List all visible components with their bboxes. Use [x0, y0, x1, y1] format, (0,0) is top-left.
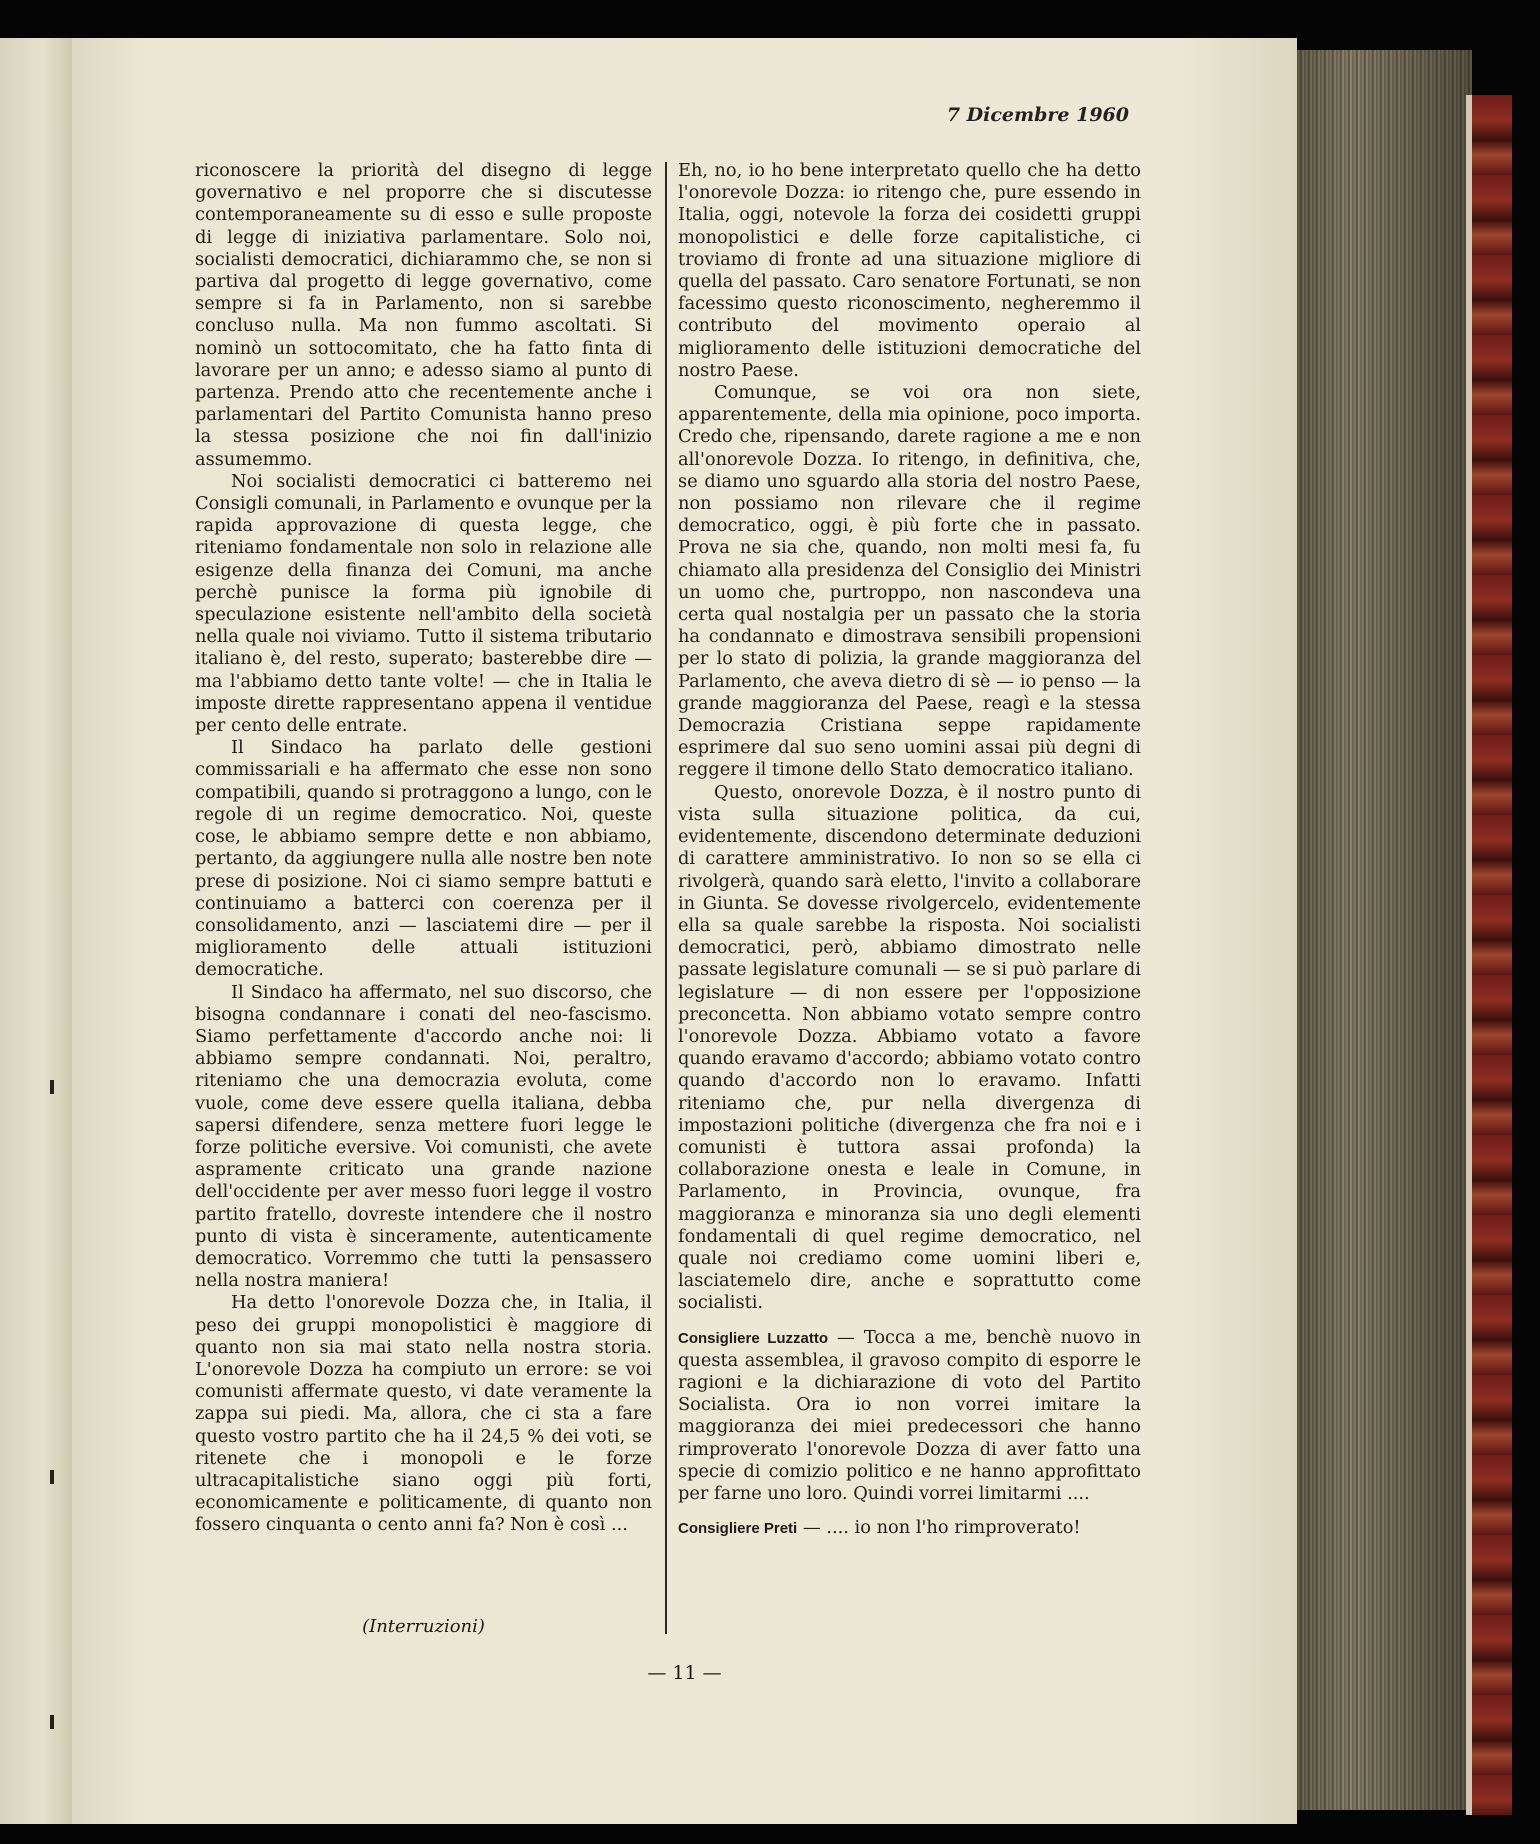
page-number: — 11 —	[647, 1662, 722, 1684]
paragraph-text: riconoscere la priorità del disegno di legge governativo e nel proporre che si discutesse contemporaneamente su di esso e sulle proposte di legge di iniziativa parlamentare. Solo noi, socialisti democratici, dichiarammo che, se non si partiva dal progetto di legge governativo, come sempre si fa in Parlamento, non si sarebbe concluso nulla. Ma non fummo ascoltati. Si nominò un sottocomitato, che ha fatto finta di lavorare per un anno; e adesso siamo al punto di partenza. Prendo atto che recentemente anche i parlamentari del Partito Comunista hanno preso la stessa posizione che noi fin dall'inizio assumemmo.	[195, 160, 652, 470]
left-paragraph	[195, 982, 652, 1293]
right-column	[678, 160, 1141, 1540]
paragraph-text: Noi socialisti democratici ci batteremo nei Consigli comunali, in Parlamento e ovunque per la rapida approvazione di questa legge, che riteniamo fondamentale non solo in relazione alle esigenze della finanza dei Comuni, ma anche perchè punisce la forma più ignobile di speculazione esistente nell'ambito della società nella quale noi viviamo. Tutto il sistema tributario italiano è, del resto, superato; basterebbe dire — ma l'abbiamo detto tante volte! — che in Italia le imposte dirette rappresentano appena il ventidue per cento delle entrate.	[195, 470, 652, 737]
speaker-name: Consigliere Preti	[678, 1520, 798, 1538]
right-paragraph	[678, 382, 1141, 782]
page-stack-edge	[1297, 50, 1472, 1810]
speaker-name: Consigliere Luzzatto	[678, 1329, 829, 1347]
left-paragraph	[195, 737, 652, 981]
stage-direction	[195, 1616, 652, 1637]
paragraph-text: — Tocca a me, benchè nuovo in questa assemblea, il gravoso compito di esporre le ragioni e la dichiarazione di voto del Partito Socialista. Ora io non vorrei imitare la maggioranza dei miei predecessori che hanno rimproverato l'onorevole Dozza di aver fatto una specie di comizio politico e ne hanno approfittato per farne uno loro. Quindi vorrei limitarmi ....	[678, 1326, 1141, 1504]
right-paragraph	[678, 1517, 1141, 1540]
paragraph-text: — .... io non l'ho rimproverato!	[802, 1517, 1081, 1539]
paragraph-text: Comunque, se voi ora non siete, apparentemente, della mia opinione, poco importa. Credo che, ripensando, darete ragione a me e non all'onorevole Dozza. Io ritengo, in definitiva, che, se diamo uno sguardo alla storia del nostro Paese, non possiamo non rilevare che il regime democratico, oggi, è più forte che in passato. Prova ne sia che, quando, non molti mesi fa, fu chiamato alla presidenza del Consiglio dei Ministri un uomo che, purtroppo, non nascondeva una certa qual nostalgia per un passato che la storia ha condannato e dimostrava sensibili propensioni per lo stato di polizia, la grande maggioranza del Parlamento, che aveva dietro di sè — io penso — la grande maggioranza del Paese, reagì e la stessa Democrazia Cristiana seppe rapidamente esprimere dal suo seno uomini assai più degni di reggere il timone dello Stato democratico italiano.	[678, 382, 1141, 781]
paragraph-text: Ha detto l'onorevole Dozza che, in Italia, il peso dei gruppi monopolistici è maggiore di quanto non sia mai stato nella nostra storia. L'onorevole Dozza ha compiuto un errore: se voi comunisti affermate questo, vi date veramente la zappa sui piedi. Ma, allora, che ci sta a fare questo vostro partito che ha il 24,5 % dei voti, se ritenete che i monopoli e le forze ultracapitalistiche siano oggi più forti, economicamente e politicamente, di quanto non fossero cinquanta o cento anni fa? Non è così ...	[195, 1292, 652, 1536]
margin-mark	[50, 1715, 54, 1729]
left-paragraph	[195, 471, 652, 737]
left-paragraph	[195, 160, 652, 471]
paragraph-text: Il Sindaco ha affermato, nel suo discorso, che bisogna condannare i conati del neo-fascismo. Siamo perfettamente d'accordo anche noi: li abbiamo sempre condannati. Noi, peraltro, riteniamo che una democrazia evoluta, come vuole, come deve essere quella italiana, debba sapersi difendere, senza mettere fuori legge le forze politiche eversive. Voi comunisti, che avete aspramente criticato una grande nazione dell'occidente per aver messo fuori legge il vostro partito fratello, dovreste intendere che il nostro punto di vista è sinceramente, autenticamente democratico. Vorremmo che tutti la pensassero nella nostra maniera!	[195, 981, 652, 1292]
left-paragraph	[195, 1292, 652, 1536]
left-column	[195, 160, 652, 1537]
margin-mark	[50, 1080, 54, 1094]
paragraph-text: Eh, no, io ho bene interpretato quello che ha detto l'onorevole Dozza: io ritengo che, pure essendo in Italia, oggi, notevole la forza dei cosidetti gruppi monopolistici e delle forze capitalistiche, ci troviamo di fronte ad una situazione migliore di quella del passato. Caro senatore Fortunati, se non facessimo questo riconoscimento, negheremmo il contributo del movimento operaio al miglioramento delle istituzioni democratiche del nostro Paese.	[678, 160, 1141, 381]
book-cover-binding	[1472, 95, 1512, 1815]
facing-page-edge	[0, 38, 72, 1824]
right-paragraph	[678, 782, 1141, 1315]
paragraph-text: Questo, onorevole Dozza, è il nostro punto di vista sulla situazione politica, da cui, evidentemente, discendono determinate deduzioni di carattere amministrativo. Io non so se ella ci rivolgerà, quando sarà eletto, l'invito a collaborare in Giunta. Se dovesse rivolgercelo, evidentemente ella sa quale sarebbe la risposta. Noi socialisti democratici, però, abbiamo dimostrato nelle passate legislature comunali — se si può parlare di legislature — di non essere per l'opposizione preconcetta. Non abbiamo votato sempre contro l'onorevole Dozza. Abbiamo votato a favore quando eravamo d'accordo; abbiamo votato contro quando d'accordo non lo eravamo. Infatti riteniamo che, pur nella divergenza di impostazioni politiche (divergenza che fra noi e i comunisti è tuttora assai profonda) la collaborazione onesta e leale in Comune, in Parlamento, in Provincia, ovunque, fra maggioranza e minoranza sia uno degli elementi fondamentali di quel regime democratico, nel quale noi crediamo come uomini liberi e, lasciatemelo dire, anche e soprattutto come socialisti.	[678, 781, 1141, 1314]
right-paragraph	[678, 160, 1141, 382]
interruzioni-text: (Interruzioni)	[362, 1616, 485, 1637]
margin-mark	[50, 1470, 54, 1484]
paragraph-text: Il Sindaco ha parlato delle gestioni commissariali e ha affermato che esse non sono compatibili, quando si protraggono a lungo, con le regole di un regime democratico. Noi, queste cose, le abbiamo sempre dette e non abbiamo, pertanto, da aggiungere nulla alle nostre ben note prese di posizione. Noi ci siamo sempre battuti e continuiamo a batterci con coerenza per il consolidamento, anzi — lasciatemi dire — per il miglioramento delle attuali istituzioni democratiche.	[195, 737, 652, 981]
column-divider	[665, 162, 667, 1634]
header-date: 7 Dicembre 1960	[946, 104, 1129, 126]
right-paragraph	[678, 1327, 1141, 1506]
document-page	[72, 38, 1297, 1824]
